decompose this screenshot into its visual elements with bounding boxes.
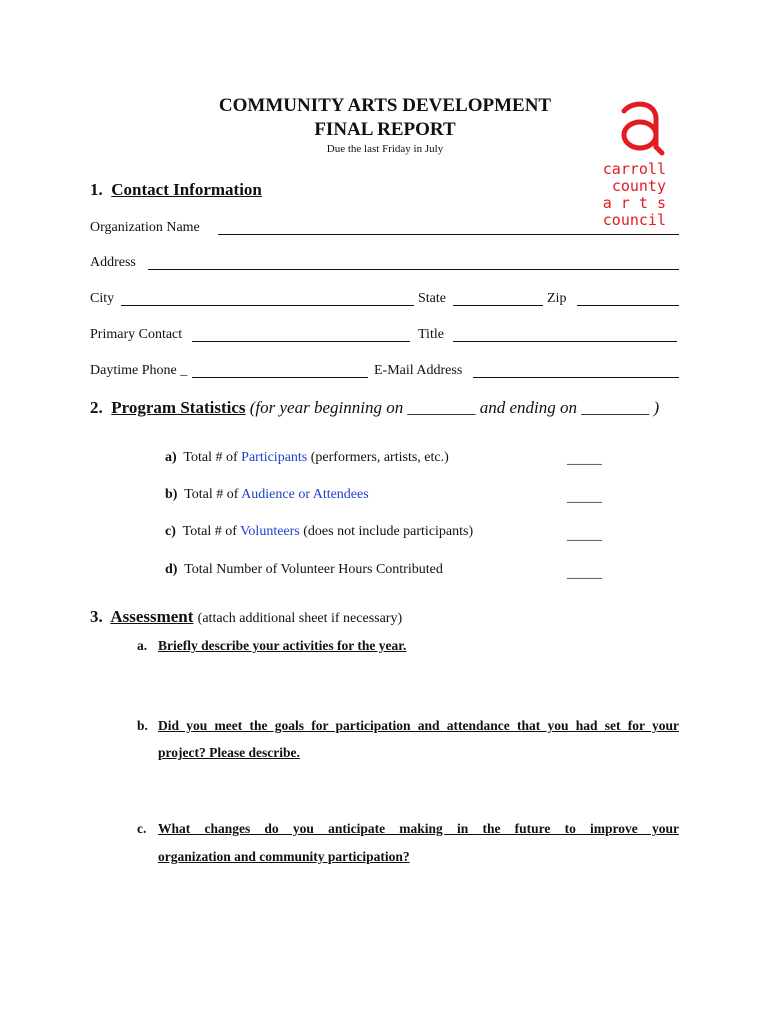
state-label: State <box>418 291 446 306</box>
question-b-letter: b. <box>137 718 148 733</box>
zip-field[interactable] <box>577 305 679 306</box>
address-label: Address <box>90 255 136 270</box>
primary-contact-label: Primary Contact <box>90 327 183 342</box>
email-address-field[interactable] <box>473 377 679 378</box>
title-field[interactable] <box>453 341 677 342</box>
logo-line-carroll: carroll <box>602 160 666 178</box>
item-letter: b) <box>165 487 178 502</box>
section-assessment-heading <box>90 607 402 627</box>
logo-line-council: council <box>602 211 666 229</box>
question-a <box>158 638 406 654</box>
item-text: Total # of <box>183 450 242 465</box>
organization-name-field[interactable] <box>218 234 679 235</box>
due-date-note: Due the last Friday in July <box>326 143 444 155</box>
logo-line-county: county <box>611 177 666 195</box>
section-qualifier: (attach additional sheet if necessary) <box>197 611 403 626</box>
question-b-text-line1: Did you meet the goals for participation and attendance that you had set for your <box>158 718 679 733</box>
item-highlight: Audience or Attendees <box>241 487 369 502</box>
organization-name-label: Organization Name <box>90 220 200 235</box>
stat-item-volunteer-hours <box>165 562 443 578</box>
city-field[interactable] <box>121 305 414 306</box>
arts-council-logo <box>600 97 670 232</box>
question-c-letter: c. <box>137 821 147 836</box>
question-c-text-line2: organization and community participation? <box>158 849 410 864</box>
report-title-line1: COMMUNITY ARTS DEVELOPMENT <box>218 95 552 116</box>
email-address-label: E-Mail Address <box>374 363 463 378</box>
stat-item-audience <box>165 487 369 503</box>
question-a-letter: a. <box>137 638 148 653</box>
daytime-phone-field[interactable] <box>192 377 368 378</box>
state-field[interactable] <box>453 305 543 306</box>
question-c-line1: What changes do you anticipate making in the future to improve your <box>158 821 679 836</box>
item-text: Total Number of Volunteer Hours Contributed <box>184 562 443 577</box>
daytime-phone-label: Daytime Phone _ <box>90 363 188 378</box>
item-letter: d) <box>165 562 178 577</box>
stat-item-volunteers <box>165 524 473 540</box>
item-text-post: (performers, artists, etc.) <box>307 450 449 465</box>
logo-a-mark-icon <box>610 97 680 157</box>
section-title: Program Statistics <box>111 398 246 417</box>
section-title: Contact Information <box>111 180 262 199</box>
logo-line-arts: a r t s <box>602 194 666 212</box>
item-text: Total # of <box>182 524 241 539</box>
item-highlight: Volunteers <box>240 524 300 539</box>
section-number: 3. <box>90 607 103 626</box>
section-number: 1. <box>90 180 103 199</box>
participants-count-field[interactable]: _____ <box>567 452 602 467</box>
zip-label: Zip <box>547 291 567 306</box>
section-number: 2. <box>90 398 103 417</box>
question-b-line1 <box>158 718 679 734</box>
title-label: Title <box>418 327 444 342</box>
section-statistics-heading <box>90 398 659 418</box>
item-letter: a) <box>165 450 177 465</box>
section-contact-heading <box>90 180 262 200</box>
city-label: City <box>90 291 115 306</box>
question-b-text-line2: project? Please describe. <box>158 745 300 760</box>
item-letter: c) <box>165 524 176 539</box>
question-b-line2 <box>158 745 300 761</box>
section-qualifier: (for year beginning on ________ and ending on ________ ) <box>249 398 660 417</box>
volunteer-hours-field[interactable]: _____ <box>567 566 602 581</box>
stat-item-participants <box>165 450 449 466</box>
address-field[interactable] <box>148 269 679 270</box>
volunteers-count-field[interactable]: _____ <box>567 528 602 543</box>
question-c-line2 <box>158 849 410 865</box>
question-a-text: Briefly describe your activities for the year. <box>158 638 407 653</box>
item-text-post: (does not include participants) <box>299 524 474 539</box>
audience-count-field[interactable]: _____ <box>567 490 602 505</box>
primary-contact-field[interactable] <box>192 341 410 342</box>
report-title-line2: FINAL REPORT <box>314 119 456 140</box>
section-title: Assessment <box>110 607 194 626</box>
item-text: Total # of <box>184 487 242 502</box>
item-highlight: Participants <box>241 450 308 465</box>
